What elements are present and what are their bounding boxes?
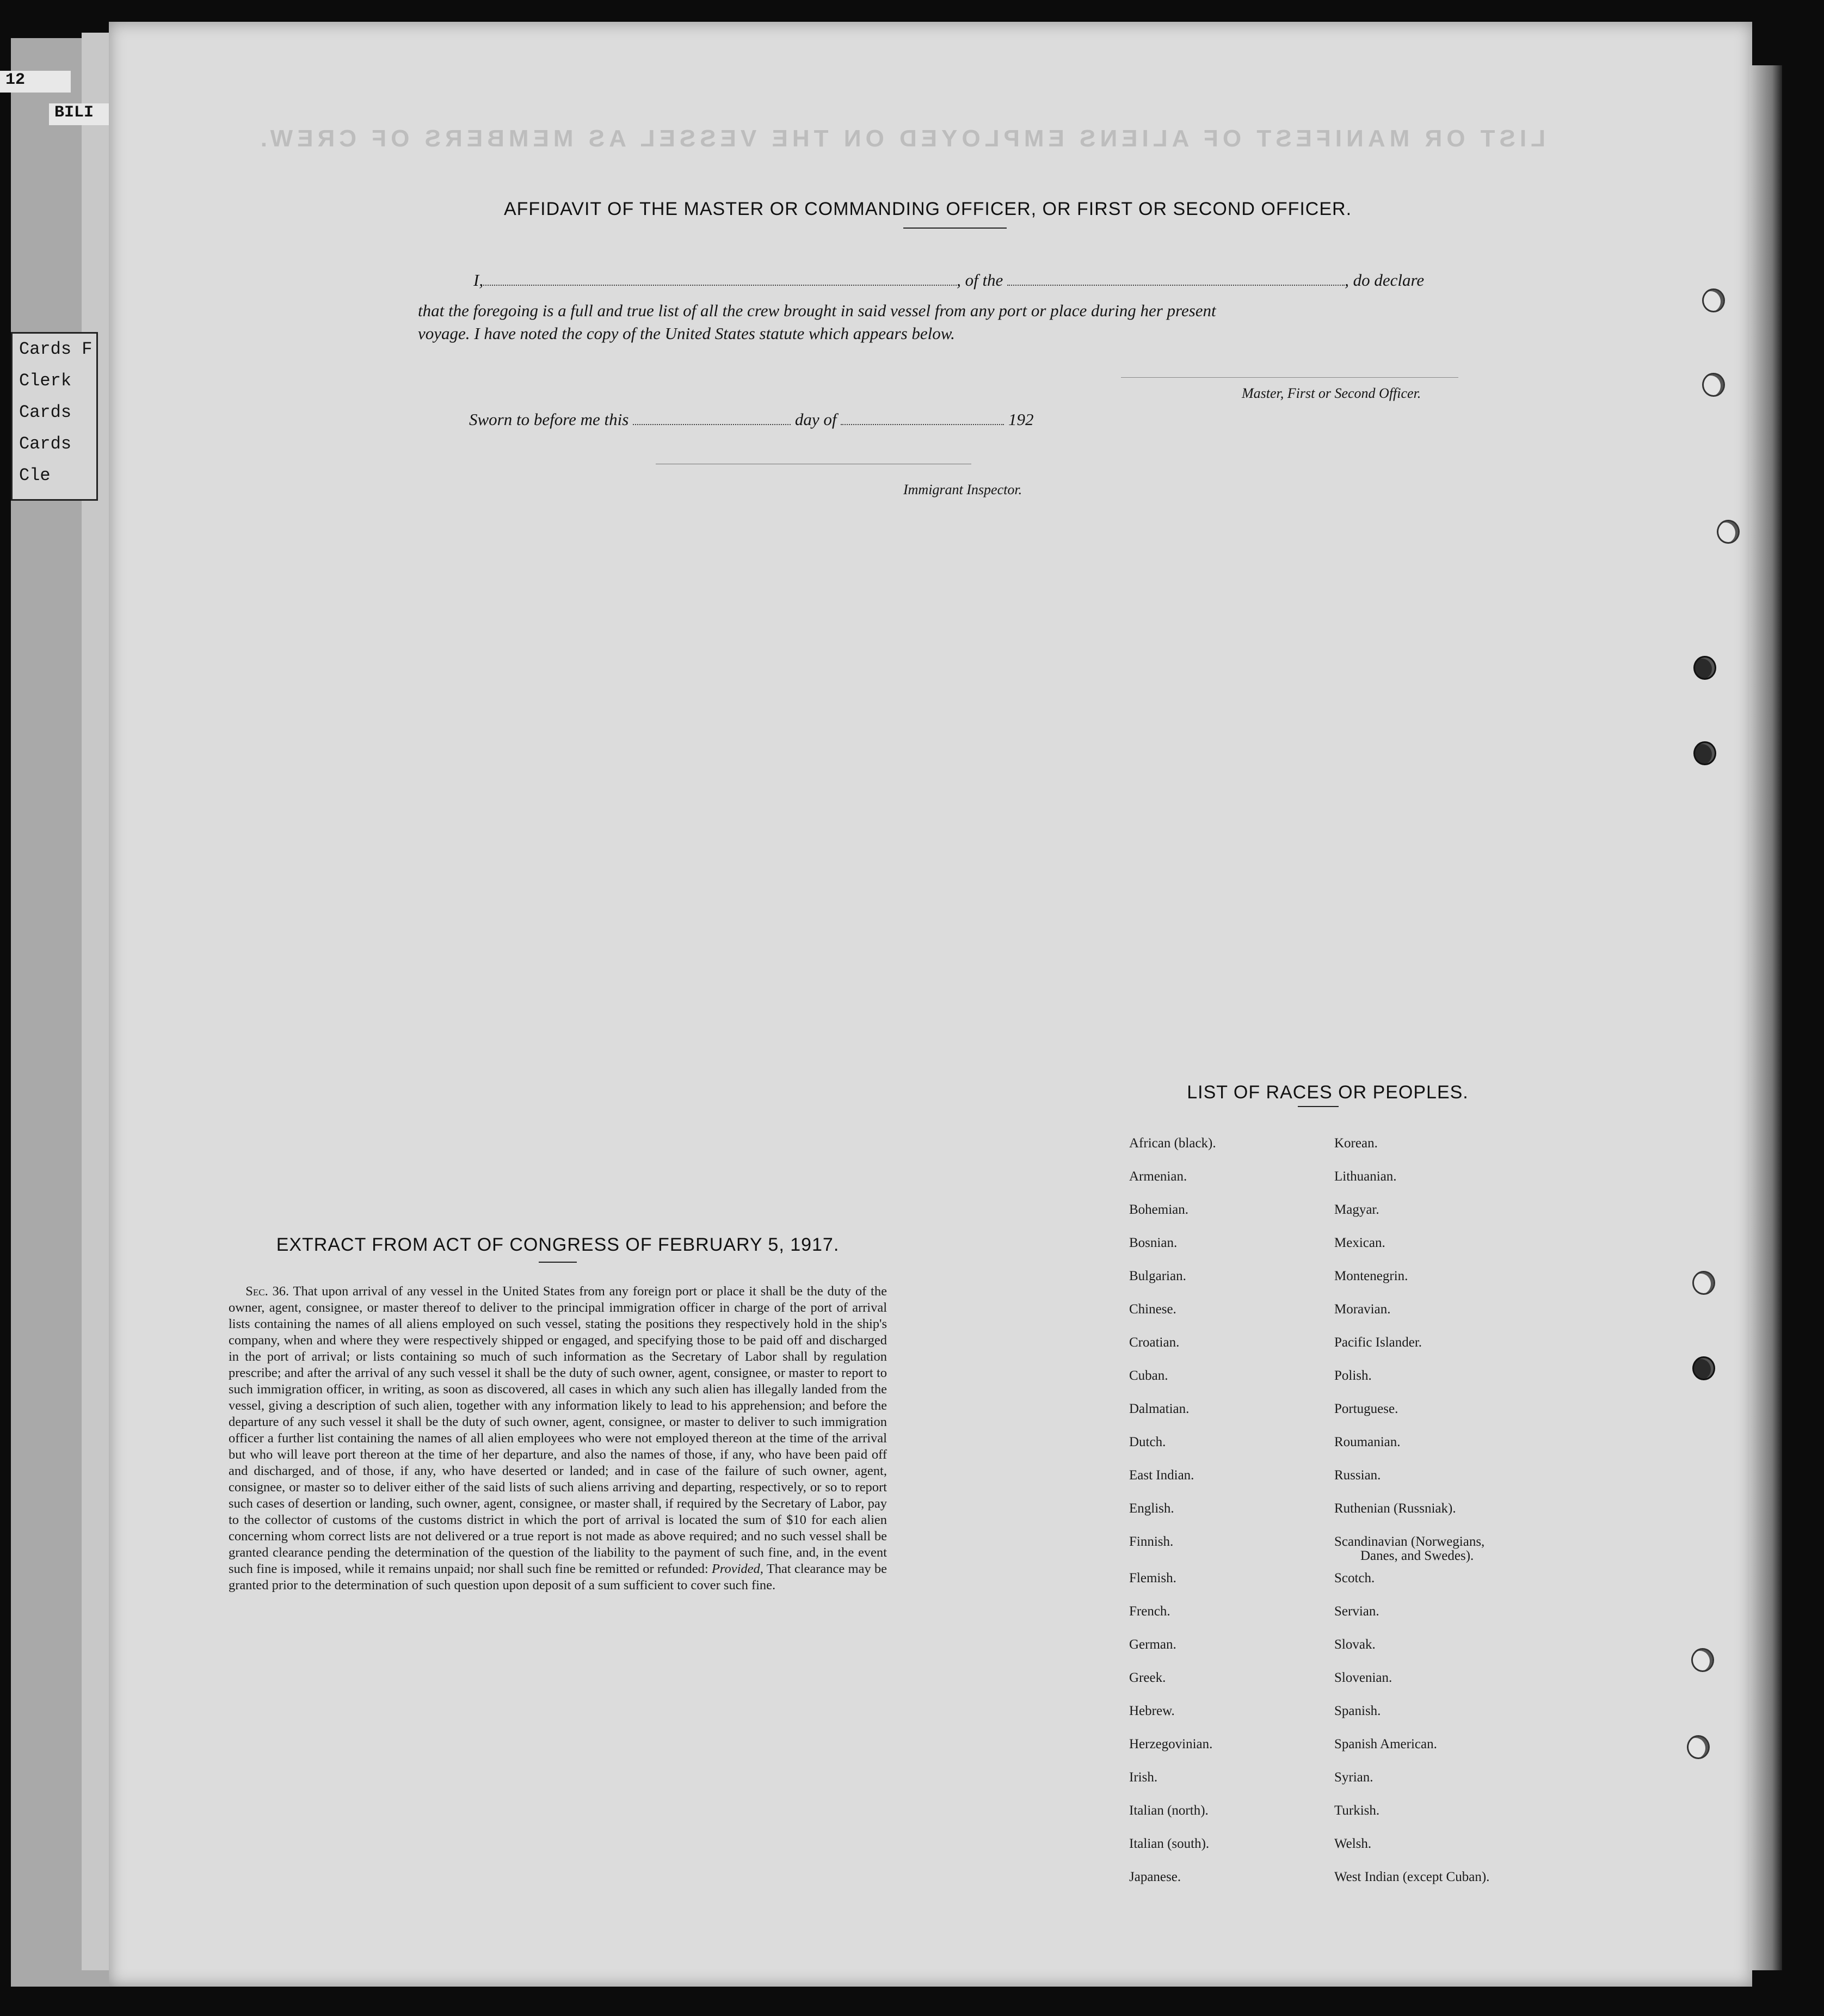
race-item: Pacific Islander. xyxy=(1334,1335,1422,1350)
page-edge xyxy=(1749,65,1782,1970)
extract-heading: EXTRACT FROM ACT OF CONGRESS OF FEBRUARY 5, 1917. xyxy=(276,1234,840,1255)
race-item: Chinese. xyxy=(1129,1302,1176,1317)
race-item: East Indian. xyxy=(1129,1468,1194,1483)
race-item: Irish. xyxy=(1129,1770,1158,1785)
race-item: Cuban. xyxy=(1129,1368,1168,1383)
race-item: Bulgarian. xyxy=(1129,1269,1186,1283)
race-item: Ruthenian (Russniak). xyxy=(1334,1501,1456,1516)
race-item: Montenegrin. xyxy=(1334,1269,1408,1283)
race-item: French. xyxy=(1129,1604,1170,1619)
race-item: Russian. xyxy=(1334,1468,1381,1483)
race-item: Herzegovinian. xyxy=(1129,1737,1213,1751)
clip-label-bill: BILI xyxy=(49,103,114,125)
race-item: Bohemian. xyxy=(1129,1202,1189,1217)
race-item-scandinavian: Scandinavian (Norwegians, Danes, and Swedes). xyxy=(1334,1534,1485,1563)
race-item: Hebrew. xyxy=(1129,1704,1175,1718)
master-signature-line xyxy=(1121,377,1458,378)
race-item: Armenian. xyxy=(1129,1169,1187,1184)
section-36-text xyxy=(229,1283,887,1594)
affidavit-heading: AFFIDAVIT OF THE MASTER OR COMMANDING OFFICER, OR FIRST OR SECOND OFFICER. xyxy=(503,199,1352,219)
side-stamp-line: Clerk xyxy=(19,371,72,391)
race-item: West Indian (except Cuban). xyxy=(1334,1870,1490,1884)
binder-hole xyxy=(1692,1356,1715,1380)
races-underline xyxy=(1298,1106,1339,1107)
races-heading: LIST OF RACES OR PEOPLES. xyxy=(1187,1082,1469,1103)
sworn-day-blank[interactable] xyxy=(633,424,791,425)
race-item: Finnish. xyxy=(1129,1534,1174,1549)
declaration-line-1: I, , of the , do declare xyxy=(473,271,1425,290)
side-stamp-line: Cards xyxy=(19,434,72,454)
race-item: Spanish American. xyxy=(1334,1737,1437,1751)
race-item: Syrian. xyxy=(1334,1770,1373,1785)
declaration-line-2: that the foregoing is a full and true list of all the crew brought in said vessel from any port or place during her present xyxy=(418,301,1216,320)
race-item: Slovak. xyxy=(1334,1637,1376,1652)
binder-hole xyxy=(1687,1735,1710,1759)
race-item: Scotch. xyxy=(1334,1571,1375,1585)
race-item: Flemish. xyxy=(1129,1571,1176,1585)
race-item: Polish. xyxy=(1334,1368,1372,1383)
binder-hole xyxy=(1693,656,1716,680)
race-item: Dalmatian. xyxy=(1129,1402,1190,1416)
side-stamp xyxy=(11,332,98,501)
race-item: Spanish. xyxy=(1334,1704,1381,1718)
race-item: Bosnian. xyxy=(1129,1236,1178,1250)
clip-label-number: 12 xyxy=(0,71,71,93)
race-item: Turkish. xyxy=(1334,1803,1380,1818)
sworn-line: Sworn to before me this day of 192 xyxy=(469,410,1034,429)
race-item: Italian (north). xyxy=(1129,1803,1209,1818)
binder-hole xyxy=(1702,288,1725,312)
binder-hole xyxy=(1693,741,1716,765)
race-item: Croatian. xyxy=(1129,1335,1180,1350)
race-item: English. xyxy=(1129,1501,1174,1516)
race-item: Korean. xyxy=(1334,1136,1378,1151)
side-stamp-line: Cle xyxy=(19,465,51,485)
races-list-right xyxy=(1334,1136,1489,1903)
name-blank[interactable] xyxy=(483,285,957,286)
races-list-left xyxy=(1129,1136,1216,1903)
side-stamp-line: Cards xyxy=(19,402,72,422)
race-item: Magyar. xyxy=(1334,1202,1379,1217)
race-item: Slovenian. xyxy=(1334,1670,1392,1685)
master-caption: Master, First or Second Officer. xyxy=(1242,385,1421,401)
binder-hole xyxy=(1717,520,1740,544)
race-item: Lithuanian. xyxy=(1334,1169,1397,1184)
race-item: Greek. xyxy=(1129,1670,1166,1685)
section-body: That upon arrival of any vessel in the United States from any foreign port or place it shall be the duty of the owner, agent, consignee, or master thereof to deliver to the principal immigration officer in charge of the port of arrival lists containing the names of all aliens employed on such vessel, stating the positions they respectively hold in the ship's company, when and where they were respectively shipped or engaged, and specifying those to be paid off and discharged in the port of arrival; or lists containing so much of such information as the Secretary of Labor shall by regulation prescribe; and after the arrival of any such vessel it shall be the duty of such owner, agent, consignee, or master to report to such immigration officer, in writing, as soon as discovered, all cases in which any such alien has illegally landed from the vessel, giving a description of such alien, together with any information likely to lead to his apprehension; and before the departure of any such vessel it shall be the duty of such owner, agent, consignee, or master to deliver to such immigration officer a further list containing the names of all alien employees who were not employed thereon at the time of the arrival but who will leave port thereon at the time of her departure, and also the names of those, if any, who have been paid off and discharged, and of those, if any, who have deserted or landed; and in case of the failure of such owner, agent, consignee, or master so to deliver either of the said lists of such aliens arriving and departing, respectively, or so to report such cases of desertion or landing, such owner, agent, consignee, or master shall, if required by the Secretary of Labor, pay to the collector of customs of the customs district in which the port of arrival is located the sum of $10 for each alien concerning whom correct lists are not delivered or a true report is not made as above required; and no such vessel shall be granted clearance pending the determination of the question of the liability to the payment of such fine, and, in the event such fine is imposed, while it remains unpaid; nor shall such fine be remitted or refunded: xyxy=(229,1284,887,1576)
race-item: African (black). xyxy=(1129,1136,1216,1151)
section-label: Sec. 36. xyxy=(245,1284,289,1299)
race-item: Japanese. xyxy=(1129,1870,1181,1884)
side-stamp-line: Cards F xyxy=(19,339,93,359)
binder-hole xyxy=(1702,373,1725,397)
inspector-caption: Immigrant Inspector. xyxy=(903,482,1022,497)
show-through-title: LIST OR MANIFEST OF ALIENS EMPLOYED ON THE VESSEL AS MEMBERS OF CREW. xyxy=(256,125,1545,152)
race-item: Italian (south). xyxy=(1129,1836,1210,1851)
extract-underline xyxy=(539,1262,577,1263)
binder-hole xyxy=(1691,1648,1714,1672)
declaration-line-3: voyage. I have noted the copy of the United States statute which appears below. xyxy=(418,324,955,343)
binder-hole xyxy=(1692,1271,1715,1295)
vessel-blank[interactable] xyxy=(1007,285,1345,286)
provided-label: Provided, xyxy=(711,1562,763,1576)
race-item: Servian. xyxy=(1334,1604,1379,1619)
heading-underline xyxy=(903,228,1007,229)
race-item: Dutch. xyxy=(1129,1435,1166,1449)
race-item: Mexican. xyxy=(1334,1236,1385,1250)
section-body-end: That clearance may be granted prior to the determination of such question upon deposit of a sum sufficient to cover such fine. xyxy=(229,1562,888,1593)
race-item: German. xyxy=(1129,1637,1176,1652)
race-item: Portuguese. xyxy=(1334,1402,1398,1416)
race-item: Welsh. xyxy=(1334,1836,1372,1851)
race-item: Roumanian. xyxy=(1334,1435,1401,1449)
sworn-month-blank[interactable] xyxy=(841,424,1004,425)
race-item: Moravian. xyxy=(1334,1302,1391,1317)
